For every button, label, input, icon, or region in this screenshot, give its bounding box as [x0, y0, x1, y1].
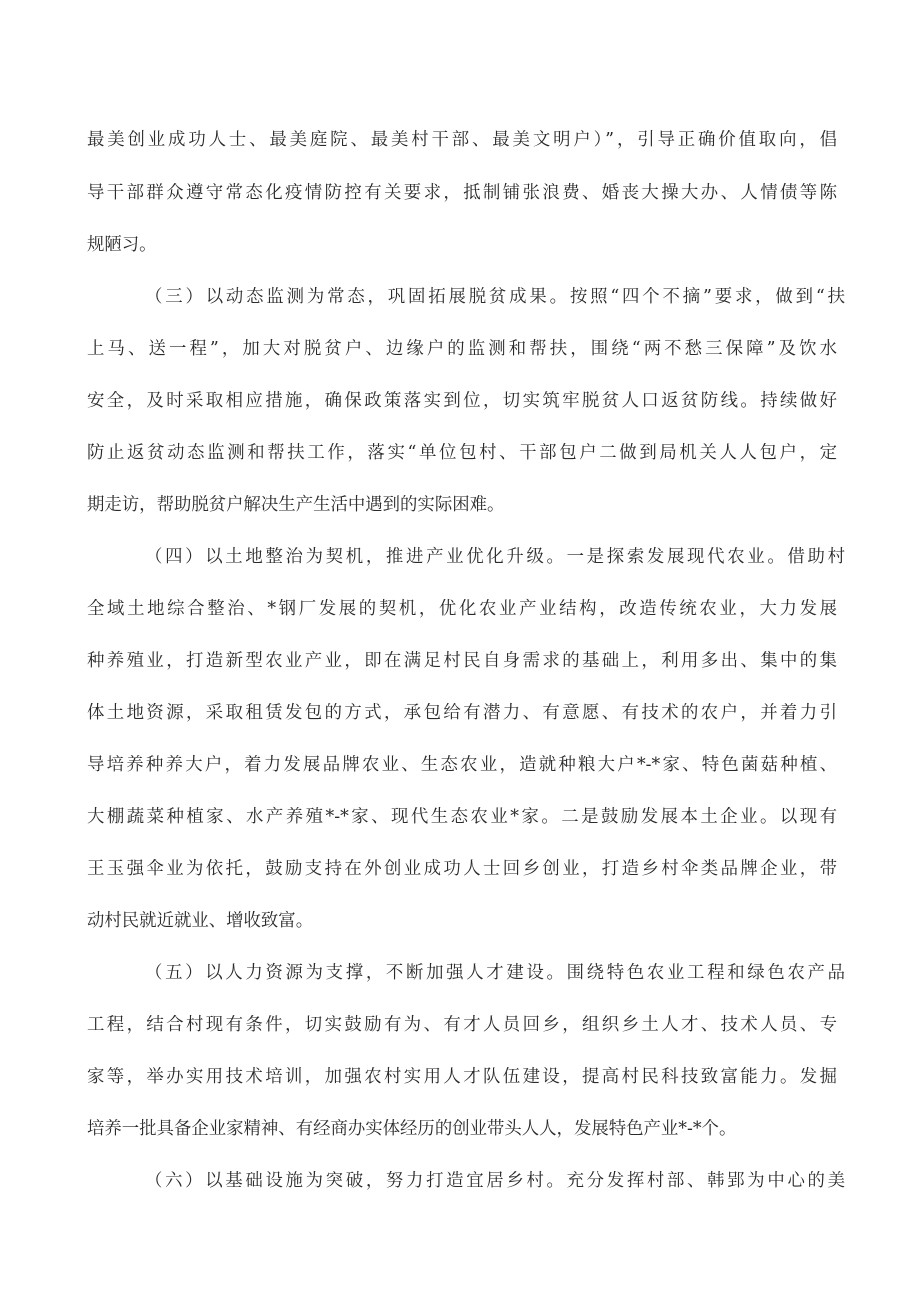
text-line: 动村民就近就业、增收致富。	[87, 911, 314, 931]
text-line: 种养殖业，打造新型农业产业，即在满足村民自身需求的基础上，利用多出、集中的集	[87, 651, 837, 671]
text-line: 安全，及时采取相应措施，确保政策落实到位，切实筑牢脱贫人口返贫防线。持续做好	[87, 391, 837, 411]
text-line: 导干部群众遵守常态化疫情防控有关要求，抵制铺张浪费、婚丧大操大办、人情债等陈	[87, 183, 837, 203]
text-line: 体土地资源，采取租赁发包的方式，承包给有潜力、有意愿、有技术的农户，并着力引	[87, 703, 837, 723]
text-line: 工程，结合村现有条件，切实鼓励有为、有才人员回乡，组织乡土人才、技术人员、专	[87, 1015, 837, 1035]
text-line: 最美创业成功人士、最美庭院、最美村干部、最美文明户）”，引导正确价值取向，倡	[87, 130, 837, 150]
text-line: 大棚蔬菜种植家、水产养殖*-*家、现代生态农业*家。二是鼓励发展本土企业。以现有	[87, 807, 837, 827]
paragraph-heading-line: （三）以动态监测为常态，巩固拓展脱贫成果。按照“四个不摘”要求，做到“扶	[145, 287, 845, 307]
text-line: 全域土地综合整治、*钢厂发展的契机，优化农业产业结构，改造传统农业，大力发展	[87, 599, 837, 619]
text-line: 防止返贫动态监测和帮扶工作，落实“单位包村、干部包户二做到局机关人人包户，定	[87, 443, 837, 463]
text-line: 规陋习。	[87, 235, 157, 255]
paragraph-heading-line: （四）以土地整治为契机，推进产业优化升级。一是探索发展现代农业。借助村	[145, 547, 845, 567]
text-line: 培养一批具备企业家精神、有经商办实体经历的创业带头人人，发展特色产业*-*个。	[87, 1119, 737, 1139]
text-line: 王玉强伞业为依托，鼓励支持在外创业成功人士回乡创业，打造乡村伞类品牌企业，带	[87, 859, 837, 879]
text-line: 家等，举办实用技术培训，加强农村实用人才队伍建设，提高村民科技致富能力。发掘	[87, 1067, 837, 1087]
text-line: 期走访，帮助脱贫户解决生产生活中遇到的实际困难。	[87, 495, 505, 515]
paragraph-heading-line: （六）以基础设施为突破，努力打造宜居乡村。充分发挥村部、韩郢为中心的美	[145, 1171, 845, 1191]
paragraph-heading-line: （五）以人力资源为支撑，不断加强人才建设。围绕特色农业工程和绿色农产品	[145, 963, 845, 983]
text-line: 导培养种养大户，着力发展品牌农业、生态农业，造就种粮大户*-*家、特色菌菇种植、	[87, 755, 837, 775]
text-line: 上马、送一程”，加大对脱贫户、边缘户的监测和帮扶，围绕“两不愁三保障”及饮水	[87, 339, 837, 359]
